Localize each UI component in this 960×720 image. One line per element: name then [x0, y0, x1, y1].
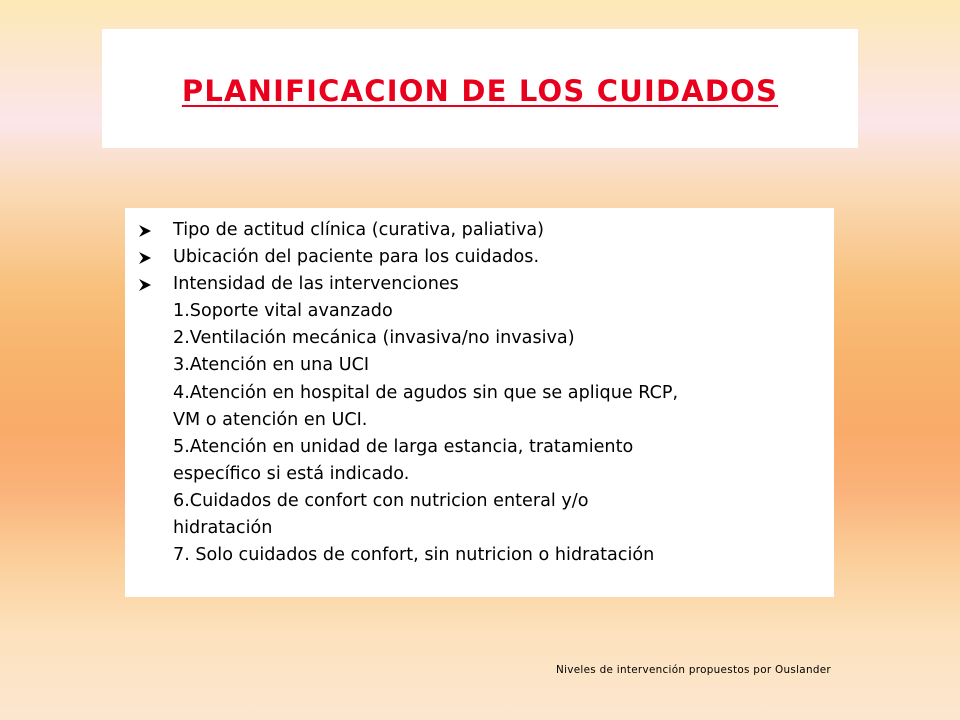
- list-item-text: Ubicación del paciente para los cuidados.: [173, 247, 540, 268]
- sub-item: 5.Atención en unidad de larga estancia, tratamiento: [173, 436, 634, 457]
- arrow-bullet-icon: [135, 217, 155, 244]
- list-item: [125, 271, 834, 298]
- sub-item: 7. Solo cuidados de confort, sin nutricion o hidratación: [173, 545, 655, 566]
- list-item: [125, 244, 834, 271]
- title-box: [102, 29, 858, 148]
- sub-item: específico si está indicado.: [173, 463, 410, 484]
- arrow-bullet-icon: [135, 244, 155, 271]
- list-item-text: Intensidad de las intervenciones: [173, 274, 459, 295]
- list-item: [125, 217, 834, 244]
- sub-item: VM o atención en UCI.: [173, 409, 368, 430]
- list-item-text: Tipo de actitud clínica (curativa, paliativa): [173, 220, 545, 240]
- sub-item: 6.Cuidados de confort con nutricion enteral y/o: [173, 490, 589, 511]
- sub-item: 3.Atención en una UCI: [173, 355, 370, 376]
- slide-title: PLANIFICACION DE LOS CUIDADOS: [181, 73, 779, 108]
- sub-item: hidratación: [173, 518, 273, 539]
- sub-item: 1.Soporte vital avanzado: [173, 301, 393, 322]
- arrow-bullet-icon: [135, 271, 155, 298]
- content-box: [125, 208, 834, 597]
- sub-item: 4.Atención en hospital de agudos sin que se aplique RCP,: [173, 382, 679, 403]
- sub-item: 2.Ventilación mecánica (invasiva/no invasiva): [173, 328, 575, 349]
- footer-caption: Niveles de intervención propuestos por Ouslander: [556, 664, 832, 676]
